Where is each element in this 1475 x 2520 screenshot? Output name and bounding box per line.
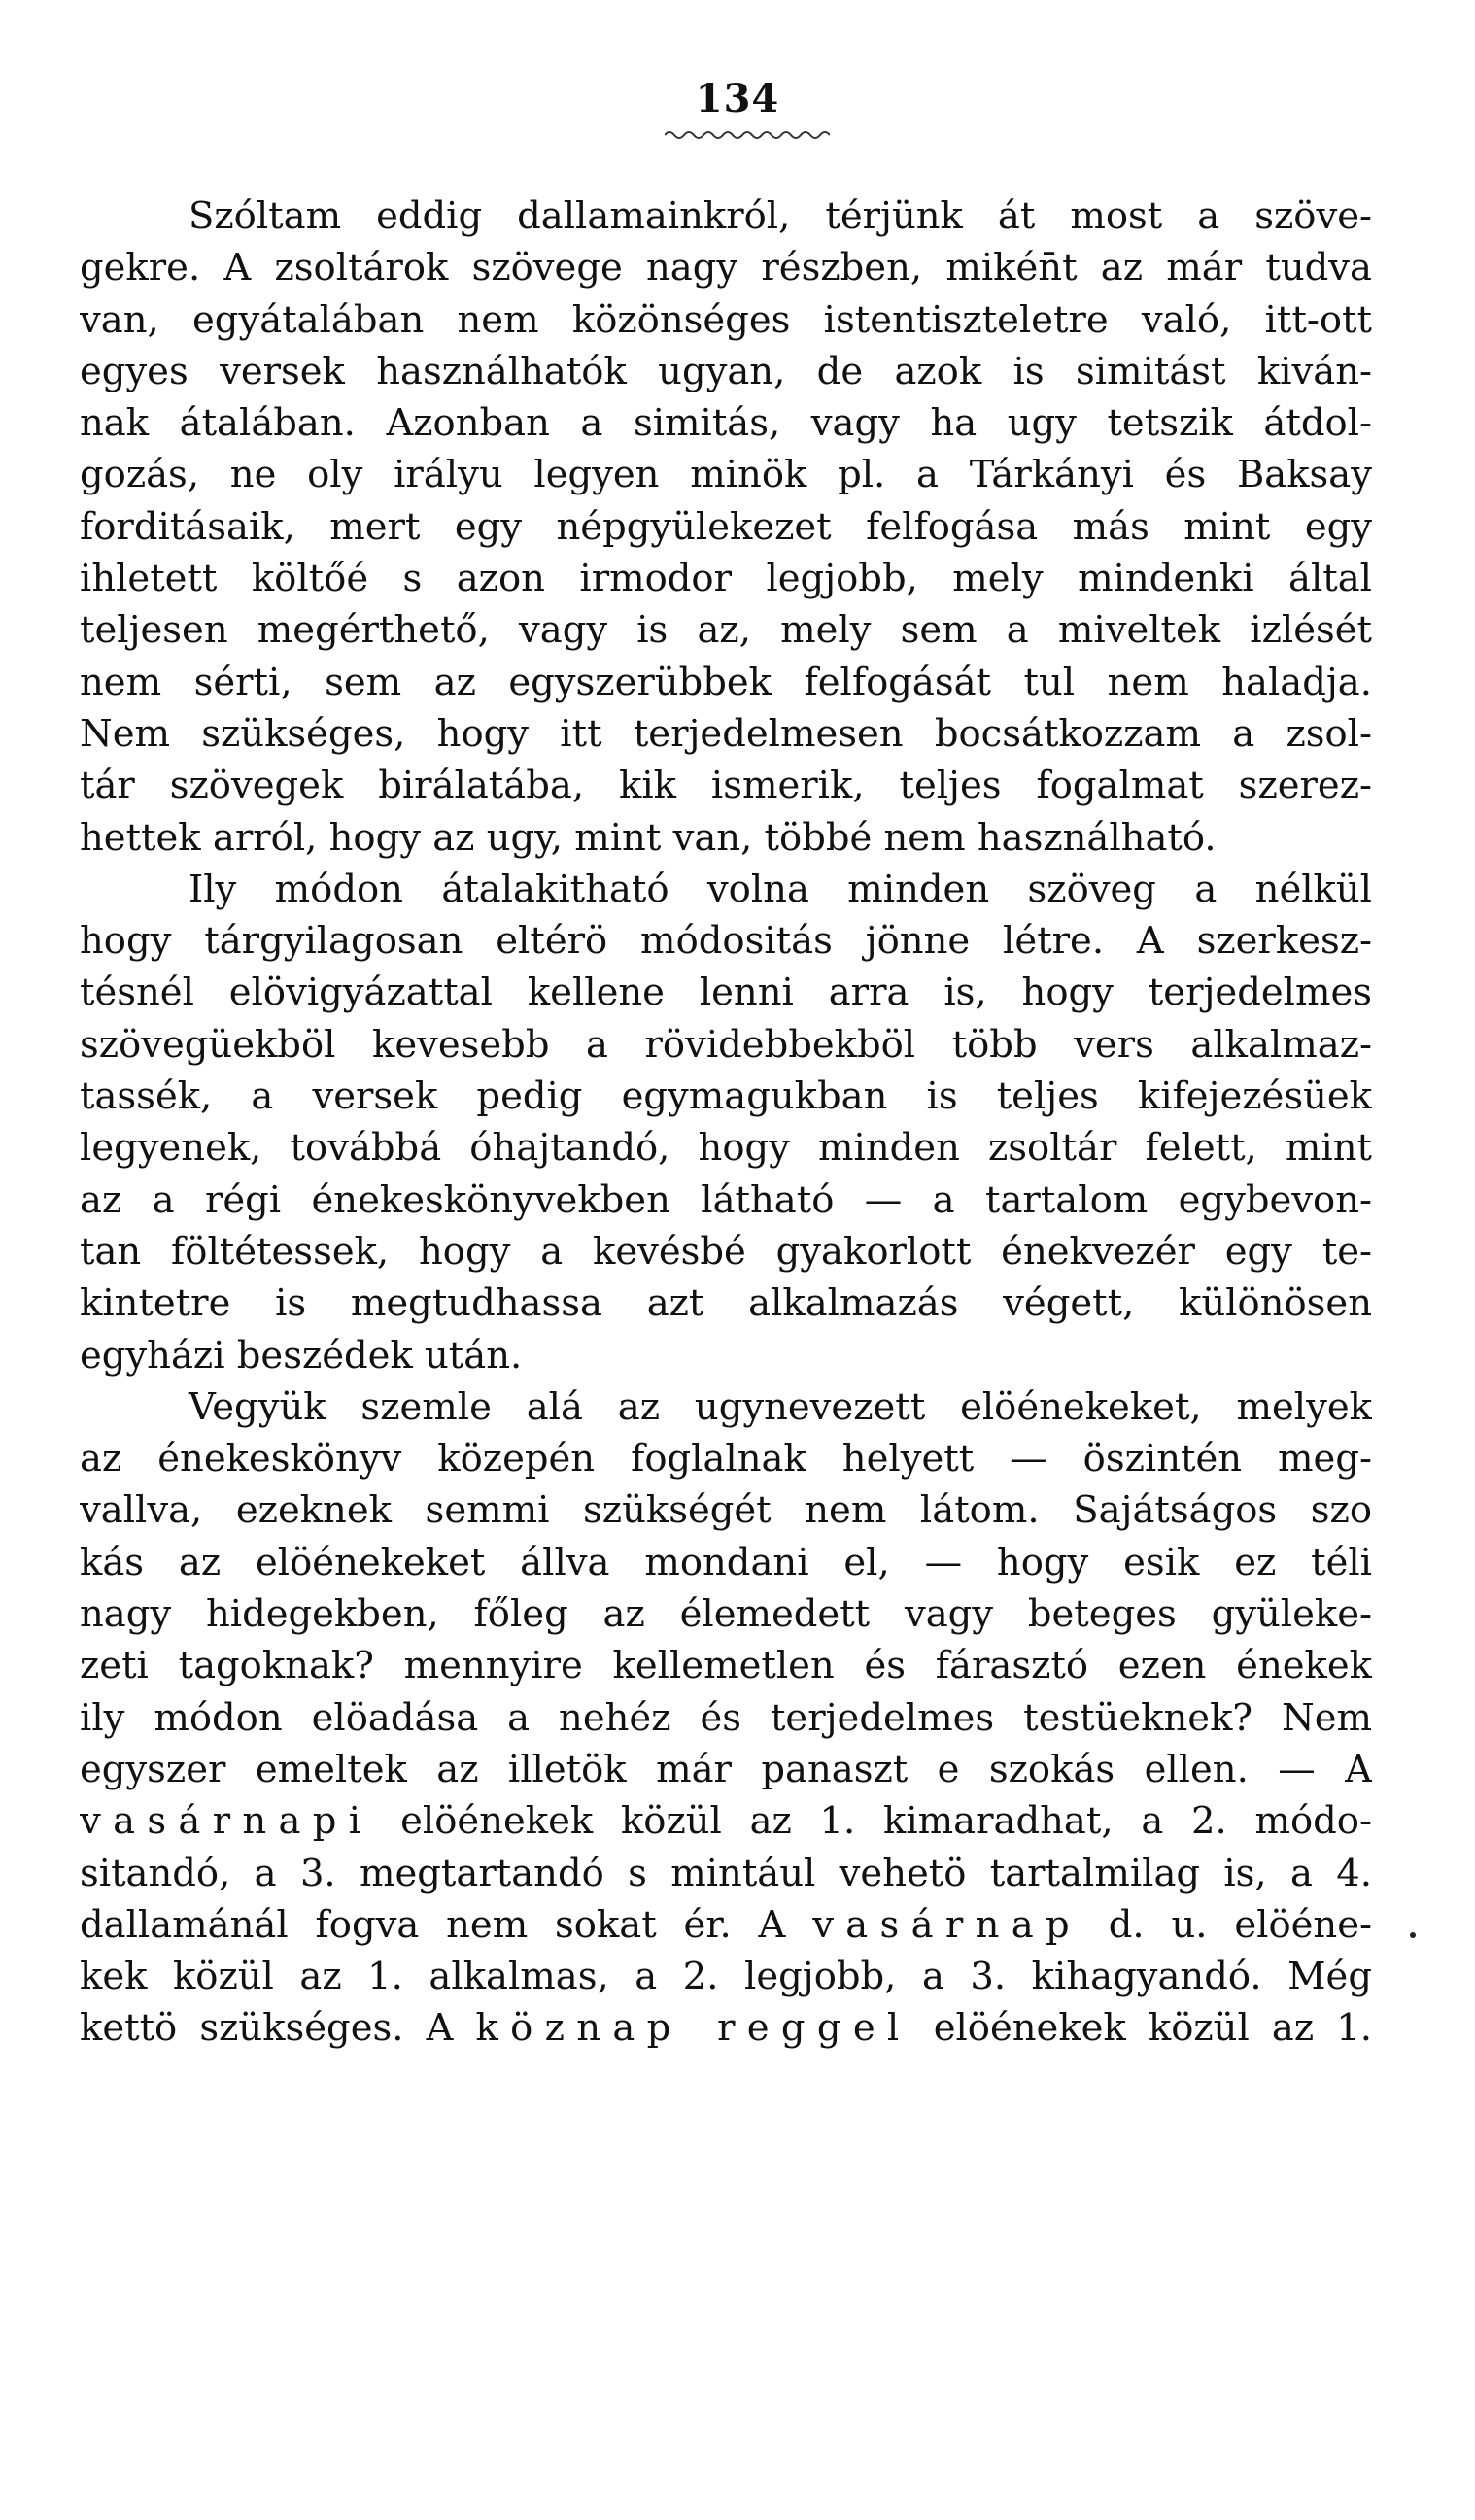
text-line: nak átalában. Azonban a simitás, vagy ha ugy tetszik átdol- bbox=[80, 401, 1372, 446]
text-line: nem sérti, sem az egyszerübbek felfogását tul nem haladja. bbox=[80, 660, 1372, 704]
text-line: teljesen megérthető, vagy is az, mely sem a miveltek izlését bbox=[80, 608, 1372, 653]
text-run: dallamánál fogva nem sokat ér. A bbox=[80, 1902, 813, 1947]
text-line: zeti tagoknak? mennyire kellemetlen és fárasztó ezen énekek bbox=[80, 1644, 1372, 1688]
body-text bbox=[80, 190, 1372, 2055]
wavy-rule-ornament bbox=[665, 128, 830, 142]
text-line: gekre. A zsoltárok szövege nagy részben, mikén̄t az már tudva bbox=[80, 246, 1372, 290]
text-line: szövegüekböl kevesebb a rövidebbekböl több vers alkalmaz- bbox=[80, 1022, 1372, 1067]
text-line: tassék, a versek pedig egymagukban is teljes kifejezésüek bbox=[80, 1074, 1372, 1119]
text-line: ily módon elöadása a nehéz és terjedelmes testüeknek? Nem bbox=[80, 1695, 1372, 1740]
text-line: hogy tárgyilagosan eltérö módositás jönne létre. A szerkesz- bbox=[80, 919, 1372, 964]
text-line: az énekeskönyv közepén foglalnak helyett — öszintén meg- bbox=[80, 1437, 1372, 1481]
text-line: Szóltam eddig dallamainkról, térjünk át most a szöve- bbox=[189, 194, 1372, 238]
spaced-emphasis: vasárnapi bbox=[80, 1799, 373, 1844]
ink-speck bbox=[1410, 1932, 1416, 1938]
text-line: egyházi beszédek után. bbox=[80, 1333, 523, 1378]
text-line: az a régi énekeskönyvekben látható — a tartalom egybevon- bbox=[80, 1177, 1372, 1222]
spaced-emphasis: köznap reggel bbox=[475, 2006, 911, 2051]
page-number: 134 bbox=[695, 76, 780, 121]
text-line: hettek arról, hogy az ugy, mint van, többé nem használható. bbox=[80, 815, 1217, 860]
text-line: tár szövegek birálatába, kik ismerik, teljes fogalmat szerez- bbox=[80, 764, 1372, 808]
text-line: legyenek, továbbá óhajtandó, hogy minden zsoltár felett, mint bbox=[80, 1126, 1372, 1171]
text-line: egyszer emeltek az illetök már panaszt e szokás ellen. — A bbox=[80, 1747, 1372, 1791]
text-run: elöénekek közül az 1. kimaradhat, a 2. módo- bbox=[372, 1799, 1372, 1844]
text-line: forditásaik, mert egy népgyülekezet felfogása más mint egy bbox=[80, 504, 1372, 549]
text-line bbox=[80, 1899, 1372, 1951]
text-line: Vegyük szemle alá az ugynevezett elöénekeket, melyek bbox=[189, 1384, 1372, 1429]
text-line: Ily módon átalakitható volna minden szöveg a nélkül bbox=[189, 867, 1372, 911]
text-line: kek közül az 1. alkalmas, a 2. legjobb, a 3. kihagyandó. Még bbox=[80, 1955, 1372, 1999]
page-header bbox=[0, 76, 1475, 121]
text-line bbox=[80, 2002, 1372, 2054]
text-line: kintetre is megtudhassa azt alkalmazás végett, különösen bbox=[80, 1281, 1372, 1326]
text-line: kás az elöénekeket állva mondani el, — hogy esik ez téli bbox=[80, 1540, 1372, 1584]
text-line: tan föltétessek, hogy a kevésbé gyakorlott énekvezér egy te- bbox=[80, 1229, 1372, 1274]
text-line: sitandó, a 3. megtartandó s mintául vehetö tartalmilag is, a 4. bbox=[80, 1851, 1372, 1895]
text-run: d. u. elöéne- bbox=[1081, 1902, 1372, 1947]
text-line bbox=[80, 1795, 1372, 1847]
text-line: ihletett költőé s azon irmodor legjobb, mely mindenki által bbox=[80, 557, 1372, 601]
text-line: vallva, ezeknek semmi szükségét nem látom. Sajátságos szo bbox=[80, 1488, 1372, 1533]
text-line: van, egyátalában nem közönséges istentiszteletre való, itt-ott bbox=[80, 297, 1372, 342]
text-run: elöénekek közül az 1. bbox=[910, 2006, 1372, 2051]
text-line: Nem szükséges, hogy itt terjedelmesen bocsátkozzam a zsol- bbox=[80, 711, 1372, 756]
text-line: nagy hidegekben, főleg az élemedett vagy beteges gyüleke- bbox=[80, 1592, 1372, 1637]
text-line: egyes versek használhatók ugyan, de azok is simitást kiván- bbox=[80, 349, 1372, 393]
text-run: kettö szükséges. A bbox=[80, 2006, 476, 2051]
text-line: gozás, ne oly irályu legyen minök pl. a Tárkányi és Baksay bbox=[80, 453, 1372, 497]
spaced-emphasis: vasárnap bbox=[812, 1902, 1081, 1947]
text-line: tésnél elövigyázattal kellene lenni arra is, hogy terjedelmes bbox=[80, 971, 1372, 1015]
